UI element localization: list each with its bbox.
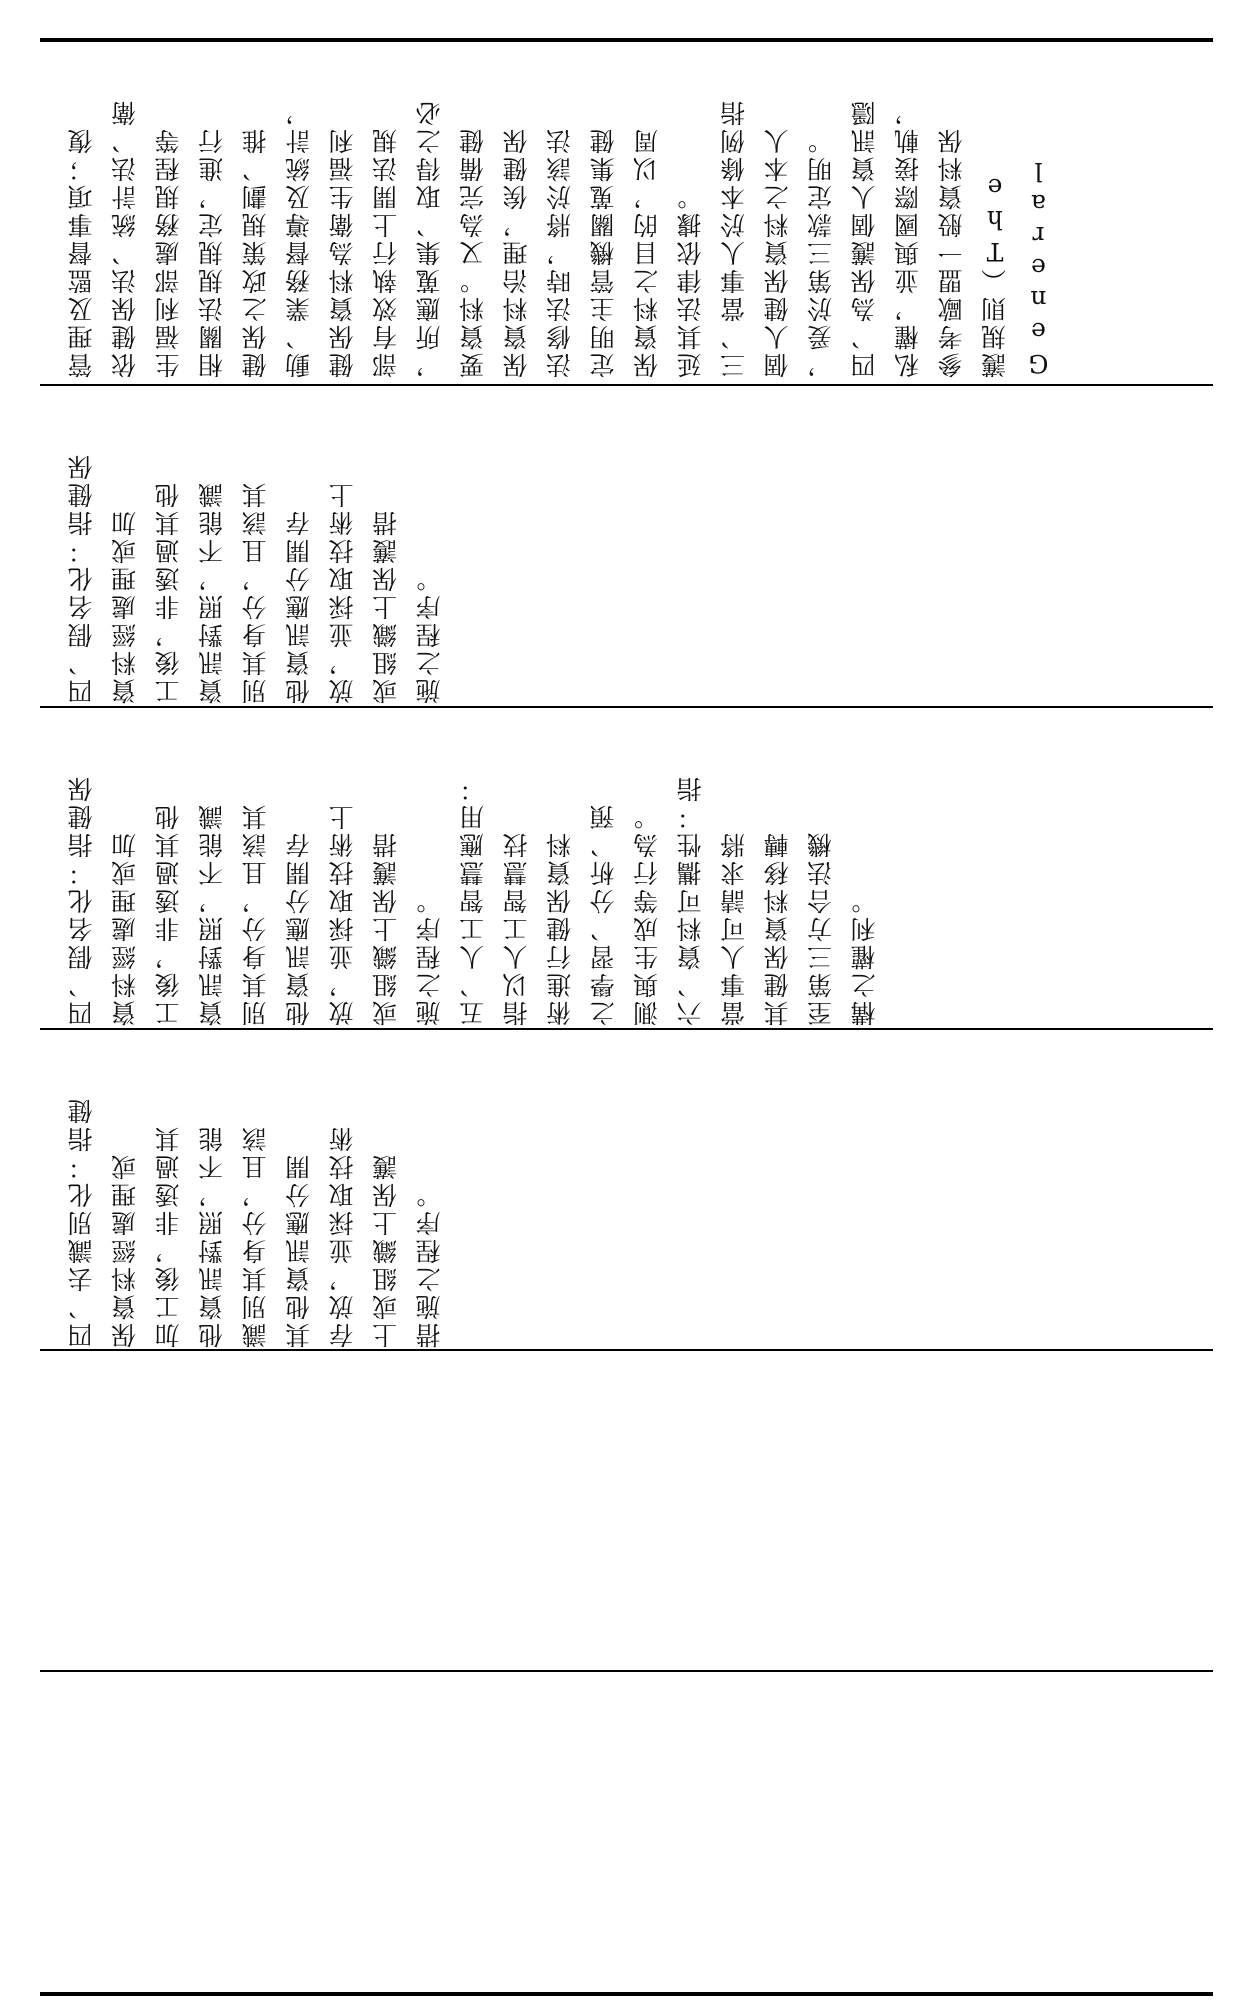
table-row-3 [60, 716, 1206, 1026]
text-column: 健保之政策規劃、推 [241, 126, 270, 378]
text-column: 動、業務督導及統計， [284, 98, 314, 378]
row-divider-4 [40, 1349, 1213, 1351]
text-column: 他資訊應分開存 [284, 508, 314, 704]
text-column: 四、假名化：指健保 [67, 452, 96, 704]
text-column: 識別其身分，且該 [241, 1124, 270, 1348]
table-row-6 [60, 1680, 1206, 1990]
row-4-text [60, 1038, 452, 1348]
text-column: 個人健保資料之本人 [763, 126, 792, 378]
table-bottom-rule [40, 1992, 1213, 1996]
text-column: 加工後，非透過其 [154, 1124, 183, 1348]
text-column: 他資訊對照，不能 [197, 1124, 227, 1348]
text-column: 別其身分，且該其 [241, 480, 270, 704]
text-column: 術進行健保資料 [545, 830, 575, 1026]
text-column: 或組織上保護措 [371, 830, 401, 1026]
text-column: 施之程序。 [415, 564, 444, 704]
text-column: ，爰於第三款定明。 [806, 126, 836, 378]
text-column: 部有效執行上開法規 [371, 126, 401, 378]
text-column: ，所應蒐集、取得之必 [415, 98, 444, 378]
text-column: 保資料經處理或 [110, 1152, 140, 1348]
text-column: 上或組織上保護 [371, 1152, 401, 1348]
table-row-1 [60, 48, 1206, 378]
text-column: 工後，非透過其他 [154, 802, 183, 1026]
text-column: 依健保法、統計法、衛 [110, 98, 140, 378]
text-column: 他資訊應分開存 [284, 830, 314, 1026]
text-column: 參考歐盟一般資料保 [937, 126, 966, 378]
text-column: 四、為保護個人資訊隱 [850, 98, 879, 378]
text-column: 私權，並與國際接軌， [893, 98, 923, 378]
text-column: 別其身分，且該其 [241, 802, 270, 1026]
text-column: 健保資料為衛生福利 [328, 126, 357, 378]
text-column: 法修法時，將於該法 [545, 126, 575, 378]
text-column: 指以人工智慧技 [502, 830, 531, 1026]
table-top-rule [40, 38, 1213, 42]
table-row-4 [60, 1038, 1206, 1348]
text-column: 資料經處理或加 [110, 830, 140, 1026]
text-column: 資料經處理或加 [110, 508, 140, 704]
text-column: 資訊對照，不能識 [197, 480, 227, 704]
text-column: 保資料之目的，以周 [632, 126, 662, 378]
text-column: 或組織上保護措 [371, 508, 401, 704]
text-column: 之學習、分析、預 [589, 802, 618, 1026]
text-column: 定明主管機關蒐集健 [589, 126, 618, 378]
text-column: 要資料。又為完備健 [458, 126, 488, 378]
text-column: 構之權利。 [850, 886, 879, 1026]
text-column: 其健保資料移轉 [763, 830, 792, 1026]
text-column: 三、當事人於本條例指 [719, 98, 749, 378]
row-divider-2 [40, 706, 1213, 708]
text-column: 存放，並採取技術 [328, 1124, 357, 1348]
text-column: 相關法規規定，進行 [197, 126, 227, 378]
text-column: 資訊對照，不能識 [197, 802, 227, 1026]
text-column: 四、假名化：指健保 [67, 774, 96, 1026]
text-column: 當事人可請求將 [719, 830, 749, 1026]
text-column: 管理及監督事項；復 [67, 126, 96, 378]
text-column: 至第三方合法機 [806, 830, 836, 1026]
text-column: 測與生成等行為。 [632, 802, 662, 1026]
row-3-text [60, 716, 887, 1026]
text-column: 其他資訊應分開 [284, 1152, 314, 1348]
text-column: 保資料治理，俟健保 [502, 126, 531, 378]
text-column: 工後，非透過其他 [154, 480, 183, 704]
row-divider-3 [40, 1028, 1213, 1030]
text-column: 六、資料可攜性：指 [676, 774, 705, 1026]
row-divider-5 [40, 1670, 1213, 1672]
text-column: 放，並採取技術上 [328, 480, 357, 704]
text-column: 五、人工智慧應用： [458, 774, 488, 1026]
table-row-5 [60, 1359, 1206, 1669]
text-column: 措施之程序。 [415, 1180, 444, 1348]
text-column: 四、去識別化：指健 [67, 1096, 96, 1348]
text-column: 護規則（The General [980, 154, 1053, 378]
text-column: 施之程序。 [415, 886, 444, 1026]
text-column: 生福利部處務規程等 [154, 126, 183, 378]
text-column: 放，並採取技術上 [328, 802, 357, 1026]
row-1-text [60, 48, 1061, 378]
text-column: 延其法律依據。 [676, 182, 705, 378]
row-divider-1 [40, 384, 1213, 386]
table-row-2 [60, 394, 1206, 704]
row-2-text [60, 394, 452, 704]
